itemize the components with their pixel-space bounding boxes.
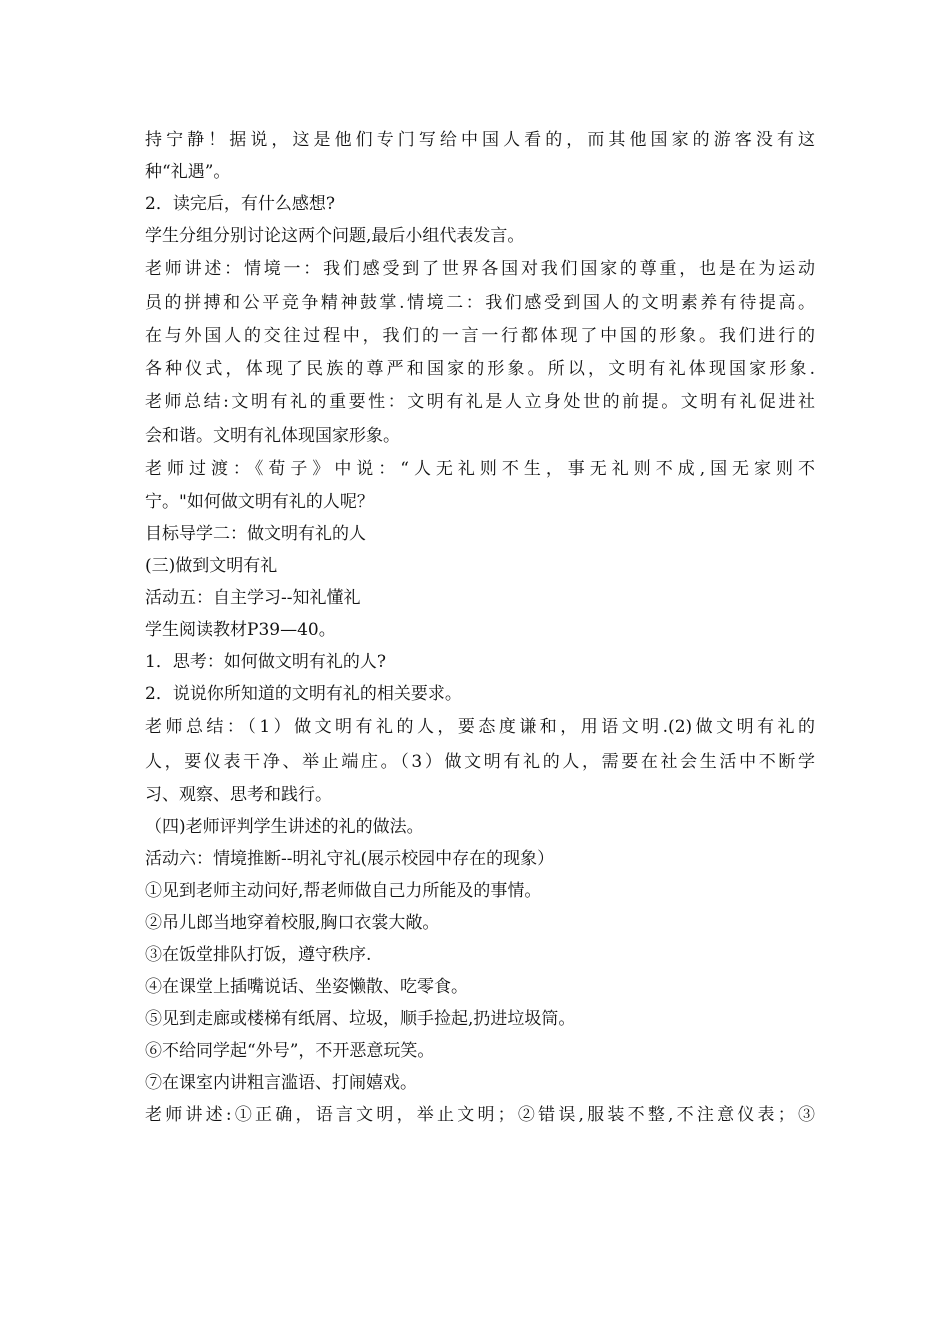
paragraph-line: 老师过渡：《荀子》中说：“人无礼则不生，事无礼则不成,国无家则不 xyxy=(145,458,815,479)
paragraph-line: 人，要仪表干净、举止端庄。（3）做文明有礼的人，需要在社会生活中不断学 xyxy=(145,751,815,772)
paragraph-line: 老师讲述:①正确，语言文明，举止文明；②错误,服装不整,不注意仪表；③ xyxy=(145,1105,815,1125)
paragraph-line: 宁。"如何做文明有礼的人呢？ xyxy=(145,492,374,512)
paragraph-line: 持宁静！据说，这是他们专门写给中国人看的，而其他国家的游客没有这 xyxy=(145,130,815,150)
paragraph-line: 习、观察、思考和践行。 xyxy=(145,785,332,805)
list-item: ⑥不给同学起“外号”，不开恶意玩笑。 xyxy=(145,1041,435,1061)
section-heading: 目标导学二：做文明有礼的人 xyxy=(145,524,366,544)
list-item: ⑦在课室内讲粗言滥语、打闹嬉戏。 xyxy=(145,1073,417,1093)
list-item: 1．思考：如何做文明有礼的人? xyxy=(145,652,386,672)
paragraph-line: 老师讲述：情境一：我们感受到了世界各国对我们国家的尊重，也是在为运动 xyxy=(145,259,815,279)
paragraph-line: 学生阅读教材P39—40。 xyxy=(145,620,336,640)
list-item: 2．说说你所知道的文明有礼的相关要求。 xyxy=(145,684,462,704)
list-item: ③在饭堂排队打饭，遵守秩序. xyxy=(145,945,372,965)
activity-heading: 活动五：自主学习--知礼懂礼 xyxy=(145,588,361,608)
activity-heading: 活动六：情境推断--明礼守礼(展示校园中存在的现象） xyxy=(145,849,555,869)
paragraph-line: 各种仪式，体现了民族的尊严和国家的形象。所以，文明有礼体现国家形象. xyxy=(145,359,815,379)
list-item: ④在课堂上插嘴说话、坐姿懒散、吃零食。 xyxy=(145,977,468,997)
list-item: ①见到老师主动问好,帮老师做自己力所能及的事情。 xyxy=(145,881,542,901)
list-item: ②吊儿郎当地穿着校服,胸口衣裳大敞。 xyxy=(145,913,440,933)
paragraph-line: 种“礼遇”。 xyxy=(145,162,231,182)
section-heading: （四)老师评判学生讲述的礼的做法。 xyxy=(145,817,424,837)
document-body xyxy=(145,124,815,1131)
paragraph-line: 学生分组分别讨论这两个问题,最后小组代表发言。 xyxy=(145,226,525,246)
paragraph-line: 员的拼搏和公平竞争精神鼓掌.情境二：我们感受到国人的文明素养有待提高。 xyxy=(145,292,815,313)
section-heading: (三)做到文明有礼 xyxy=(145,556,278,576)
paragraph-line: 会和谐。文明有礼体现国家形象。 xyxy=(145,425,400,446)
paragraph-line: 老师总结:文明有礼的重要性：文明有礼是人立身处世的前提。文明有礼促进社 xyxy=(145,392,815,412)
list-item: ⑤见到走廊或楼梯有纸屑、垃圾，顺手捡起,扔进垃圾筒。 xyxy=(145,1009,576,1029)
paragraph-line: 2．读完后，有什么感想? xyxy=(145,194,335,214)
paragraph-line: 在与外国人的交往过程中，我们的一言一行都体现了中国的形象。我们进行的 xyxy=(145,325,815,346)
paragraph-line: 老师总结：（1）做文明有礼的人，要态度谦和，用语文明.(2)做文明有礼的 xyxy=(145,717,815,737)
